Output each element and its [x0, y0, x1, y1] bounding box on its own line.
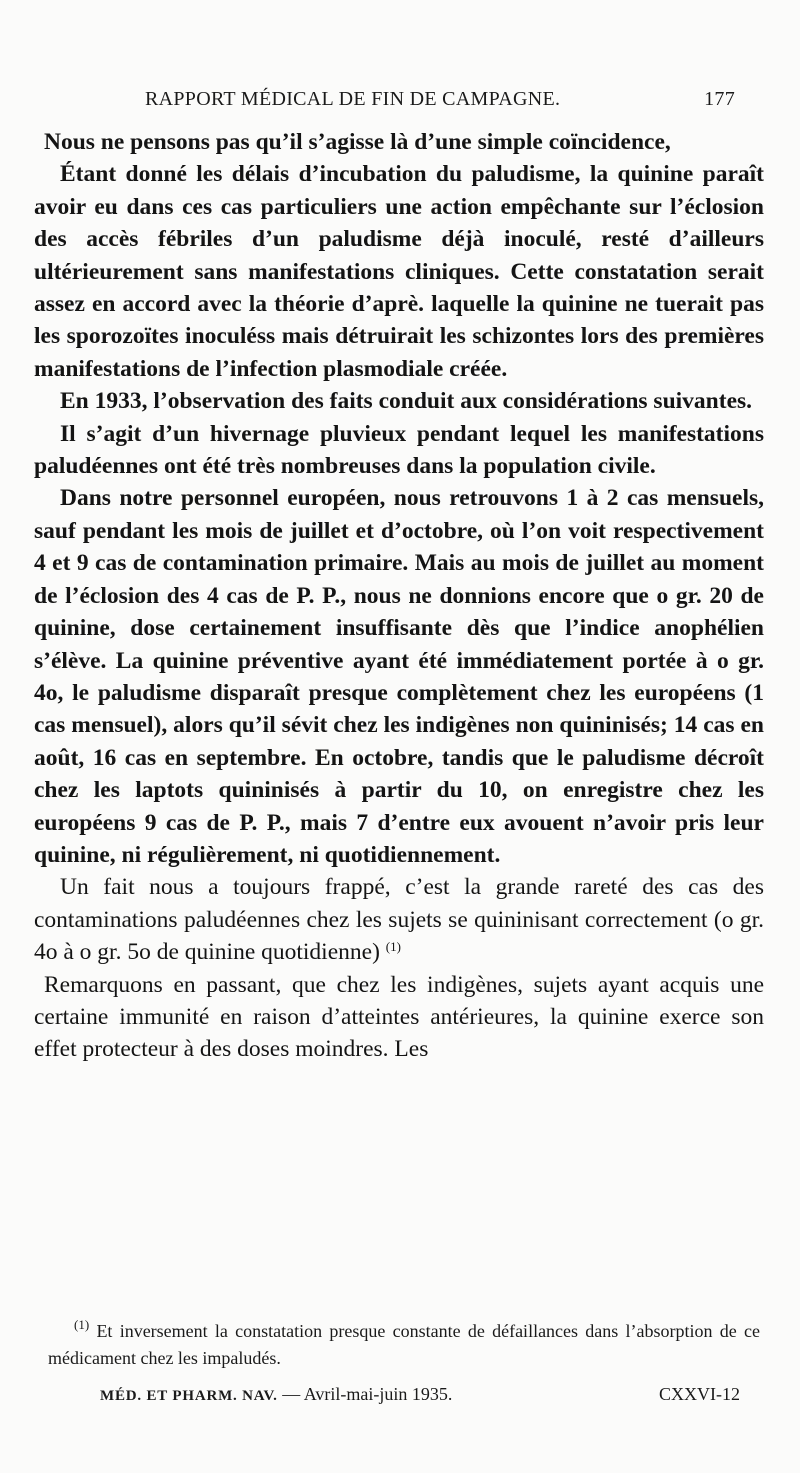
page-footer — [100, 1384, 740, 1405]
paragraph-3: En 1933, l’observation des faits conduit aux considérations suivantes. — [60, 388, 753, 415]
journal-name: MÉD. ET PHARM. NAV. — [100, 1388, 278, 1404]
paragraph-1: Nous ne pensons pas qu’il s’agisse là d’une simple coïncidence, — [44, 129, 671, 155]
paragraph-2: Étant donné les délais d’incubation du paludisme, la quinine paraît avoir eu dans ces cas particuliers une action empêchante sur l’éclosion des accès fébriles d’un paludisme déjà inoculé, resté d’ailleurs ultérieurement sans manifestations cliniques. Cette constatation serait assez en accord avec la théorie d’aprè. laquelle la quinine ne tuerait pas les sporozoïtes inoculéss mais détruirait les schizontes lors des premières manifestations de l’infection plasmodiale créée. — [34, 161, 764, 382]
footnote — [48, 1318, 760, 1372]
footnote-reference: (1) — [385, 939, 401, 955]
paragraph-5: Dans notre personnel européen, nous retrouvons 1 à 2 cas mensuels, sauf pendant les mois de juillet et d’octobre, où l’on voit respectivement 4 et 9 cas de contamination primaire. Mais au mois de juillet au moment de l’éclosion des 4 cas de P. P., nous ne donnions encore que o gr. 20 de quinine, dose certainement insuffisante dès que l’indice anophélien s’élève. La quinine préventive ayant été immédiatement portée à o gr. 4o, le paludisme disparaît presque complètement chez les européens (1 cas mensuel), alors qu’il sévit chez les indigènes non quininisés; 14 cas en août, 16 cas en septembre. En octobre, tandis que le paludisme décroît chez les laptots quininisés à partir du 10, on enregistre chez les européens 9 cas de P. P., mais 7 d’entre eux avouent n’avoir pris leur quinine, ni régulièrement, ni quotidiennement. — [34, 485, 764, 868]
paragraph-4: Il s’agit d’un hivernage pluvieux pendant lequel les manifestations paludéennes ont été très nombreuses dans la population civile. — [34, 420, 764, 480]
signature-mark: CXXVI-12 — [659, 1384, 740, 1404]
footnote-marker: (1) — [74, 1317, 90, 1332]
main-text — [34, 126, 764, 1066]
footer-citation — [100, 1384, 452, 1405]
running-title: RAPPORT MÉDICAL DE FIN DE CAMPAGNE. — [145, 88, 561, 110]
issue-date: — Avril-mai-juin 1935. — [282, 1384, 453, 1404]
page-number: 177 — [704, 88, 735, 110]
paragraph-6 — [34, 871, 764, 968]
running-header — [145, 88, 735, 111]
paragraph-7: Remarquons en passant, que chez les indigènes, sujets ayant acquis une certaine immunité en raison d’atteintes antérieures, la quinine exerce son effet protecteur à des doses moindres. Les — [34, 971, 764, 1063]
footnote-text: Et inversement la constatation presque constante de défaillances dans l’absorption de ce médicament chez les impaludés. — [48, 1321, 760, 1368]
paragraph-6-text: Un fait nous a toujours frappé, c’est la grande rareté des cas des contaminations paludéennes chez les sujets se quininisant correctement (o gr. 4o à o gr. 5o de quinine quotidienne) — [34, 874, 764, 966]
